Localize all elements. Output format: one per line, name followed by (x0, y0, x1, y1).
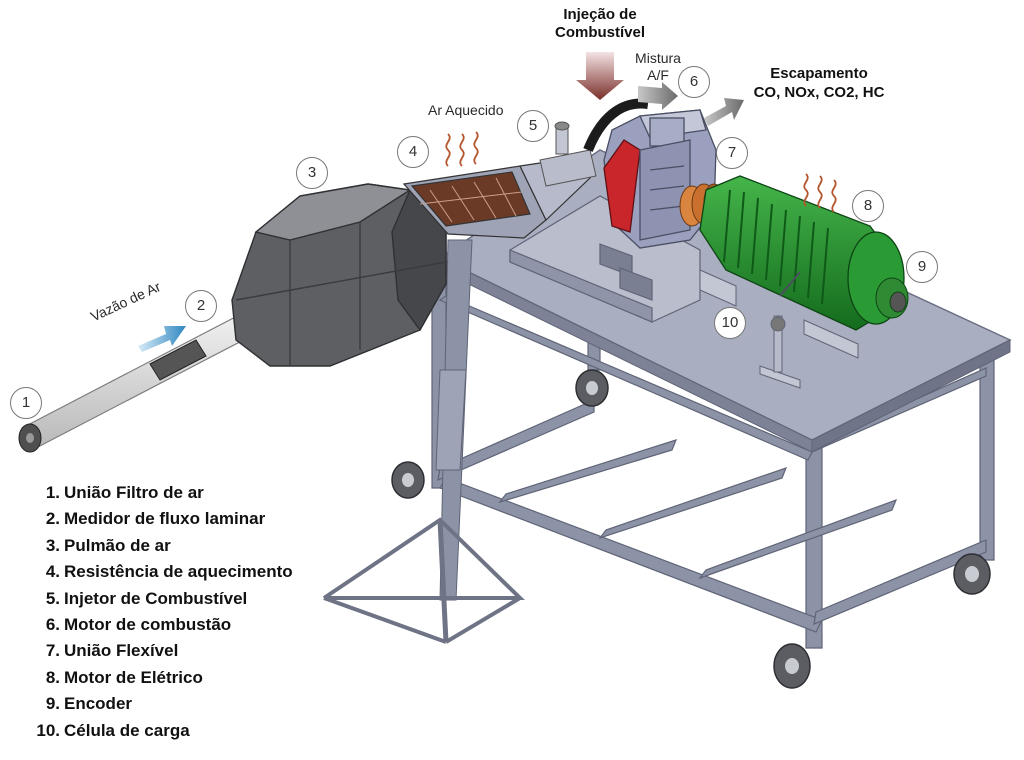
legend-text: Injetor de Combustível (64, 588, 248, 608)
legend-item (30, 718, 293, 744)
combustion-engine (604, 110, 716, 248)
legend-number: 4. (45, 562, 60, 582)
exhaust-arrow (704, 98, 744, 126)
crossbar-3 (700, 500, 896, 578)
fuel-injection-arrow (576, 52, 624, 100)
legend-text: Pulmão de ar (64, 535, 171, 555)
marker-8: 8 (852, 190, 884, 222)
legend-text: Célula de carga (64, 720, 190, 740)
exhaust-label: Escapamento CO, NOx, CO2, HC (753, 65, 885, 101)
marker-1: 1 (10, 387, 42, 419)
legend-text: Encoder (64, 694, 133, 714)
legend-number: 3. (45, 535, 60, 555)
legend-text: União Flexível (64, 641, 179, 661)
leg-back-right (980, 350, 994, 560)
heat-waves-resistance (446, 132, 477, 166)
legend-item (30, 559, 293, 585)
legend-number: 6. (45, 614, 60, 634)
legend-item (30, 691, 293, 717)
crossbar-2 (600, 468, 786, 538)
legend (30, 480, 293, 744)
legend-number: 2. (45, 509, 60, 529)
legend-number: 5. (45, 588, 60, 608)
air-flow-label: Vazão de Ar (88, 278, 163, 325)
legend-item (30, 638, 293, 664)
legend-text: Motor de Elétrico (64, 667, 203, 687)
legend-number: 8. (45, 667, 60, 687)
marker-9: 9 (906, 251, 938, 283)
legend-text: Medidor de fluxo laminar (64, 509, 266, 529)
marker-4: 4 (397, 136, 429, 168)
marker-7: 7 (716, 137, 748, 169)
marker-6: 6 (678, 66, 710, 98)
legend-item (30, 506, 293, 532)
legend-item (30, 533, 293, 559)
legend-number: 7. (45, 641, 60, 661)
heated-air-label: Ar Aquecido (428, 102, 504, 118)
legend-item (30, 612, 293, 638)
marker-2: 2 (185, 290, 217, 322)
air-plenum (232, 184, 446, 366)
marker-5: 5 (517, 110, 549, 142)
legend-text: União Filtro de ar (64, 483, 204, 502)
encoder (876, 278, 908, 318)
legend-text: Motor de combustão (64, 614, 232, 634)
mixture-label: Mistura A/F (635, 50, 681, 83)
crossbar-1 (500, 440, 676, 502)
caster-wheels (392, 370, 990, 688)
legend-number: 10. (36, 720, 60, 740)
fuel-injector (540, 122, 596, 186)
legend-number: 1. (45, 483, 60, 502)
legend-item (30, 665, 293, 691)
marker-3: 3 (296, 157, 328, 189)
legend-number: 9. (45, 694, 60, 714)
fuel-injection-label: Injeção de Combustível (554, 6, 645, 41)
legend-text: Resistência de aquecimento (64, 562, 293, 582)
legend-item (30, 586, 293, 612)
legend-item (30, 480, 293, 506)
marker-10: 10 (714, 307, 746, 339)
tripod-legs (324, 520, 520, 598)
